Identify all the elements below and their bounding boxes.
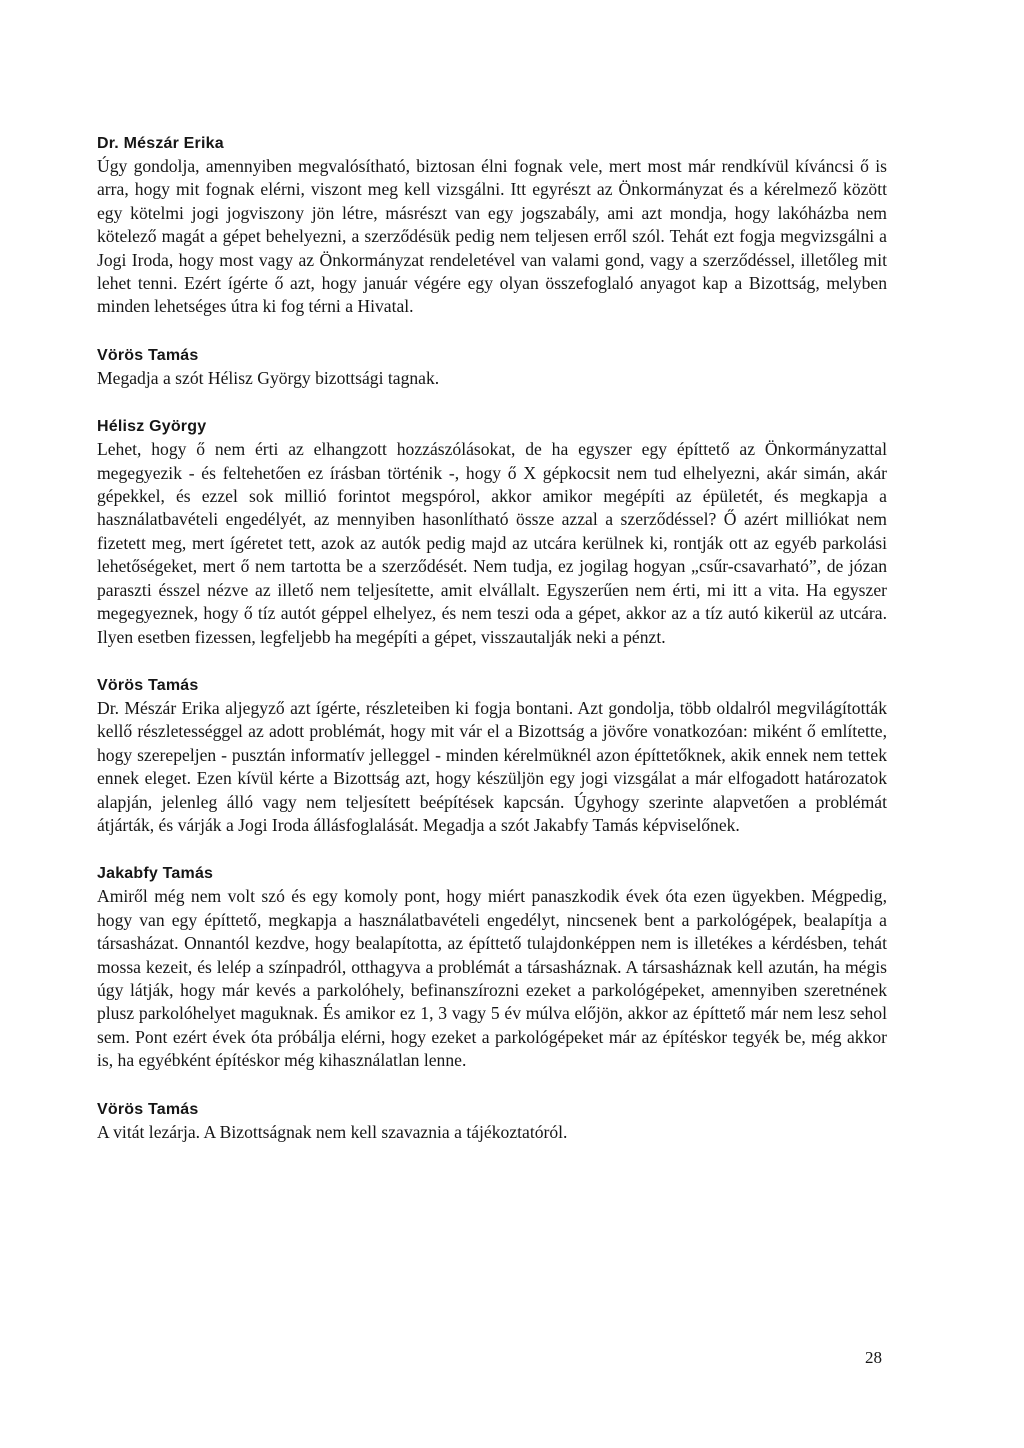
speech-text: Úgy gondolja, amennyiben megvalósítható, biztosan élni fognak vele, mert most már rendkívül kíváncsi ő is arra, hogy mit fognak elérni, viszont meg kell vizsgálni. Itt egyrészt az Önkormányzat és a kérelmező között egy kötelmi jogi jogviszony jön létre, másrészt van egy jogszabály, ami azt mondja, hogy lakóházba nem kötelező magát a gépet behelyezni, a szerződésük pedig nem teljesen erről szól. Tehát ezt fogja megvizsgálni a Jogi Iroda, hogy most vagy az Önkormányzat rendeletével van valami gond, vagy a szerződéssel, illetőleg mit lehet tenni. Ezért ígérte ő azt, hogy január végére egy olyan összefoglaló anyagot kap a Bizottság, melyben minden lehetséges útra ki fog térni a Hivatal. xyxy=(97,156,887,317)
speech-section xyxy=(97,675,887,837)
speech-section xyxy=(97,863,887,1072)
speech-text: A vitát lezárja. A Bizottságnak nem kell szavaznia a tájékoztatóról. xyxy=(97,1121,568,1142)
speaker-name: Hélisz György xyxy=(97,418,207,436)
speaker-name: Vörös Tamás xyxy=(97,1100,199,1118)
speech-section xyxy=(97,133,887,319)
speech-text: Megadja a szót Hélisz György bizottsági tagnak. xyxy=(97,367,440,388)
speech-text: Lehet, hogy ő nem érti az elhangzott hozzászólásokat, de ha egyszer egy építtető az Önkormányzattal megegyezik - és feltehetően ez írásban történik -, hogy ő X gépkocsit nem tud elhelyezni, akár simán, akár gépekkel, és ezzel sok millió forintot megspórol, akkor amikor megépíti az épületét, és megkapja a használatbavételi engedélyét, az mennyiben hasonlítható össze azzal a szerződéssel? Ő azért milliókat nem fizetett meg, mert ígéretet tett, azok az autók pedig majd az utcára kerülnek ki, rontják ott az egyéb parkolási lehetőségeket, mert ő nem tartotta be a szerződését. Nem tudja, ez jogilag hogyan „csűr-csavarható”, de józan paraszti ésszel nézve az illető nem teljesítette, amit elvállalt. Egyszerűen nem érti, mi itt a vita. Ha egyszer megegyeznek, hogy ő tíz autót géppel elhelyez, és nem teszi oda a gépet, akkor az a tíz autó kikerül az utcára. Ilyen esetben fizessen, legfeljebb ha megépíti a gépet, visszautalják neki a pénzt. xyxy=(97,439,887,647)
speech-text: Amiről még nem volt szó és egy komoly pont, hogy miért panaszkodik évek óta ezen ügyekben. Mégpedig, hogy van egy építtető, megkapja a használatbavételi engedélyt, nincsenek bent a parkológépek, bealapítja a társasházat. Onnantól kezdve, hogy bealapította, az építtető tulajdonképpen nem is illetékes a kérdésben, tehát mossa kezeit, és lelép a színpadról, otthagyva a problémát a társasháznak. A társasháznak kell azután, ha mégis úgy látják, hogy már kevés a parkolóhely, befinanszírozni ezeket a parkológépeket, amennyiben szeretnének plusz parkolóhelyet maguknak. És amikor ez 1, 3 vagy 5 év múlva előjön, akkor az építtető már nem lesz sehol sem. Pont ezért évek óta próbálja elérni, hogy ezeket a parkológépeket már az építéskor tegyék be, még akkor is, ha egyébként építéskor még kihasználatlan lenne. xyxy=(97,886,887,1071)
document-page xyxy=(97,133,887,1170)
page-number: 28 xyxy=(865,1348,882,1367)
speech-section xyxy=(97,1099,887,1144)
speech-section xyxy=(97,416,887,649)
speech-text: Dr. Mészár Erika aljegyző azt ígérte, részleteiben ki fogja bontani. Azt gondolja, több oldalról megvilágították kellő részletességgel az adott problémát, hogy mit vár el a Bizottság a jövőre vonatkozóan: miként ő említette, hogy szerepeljen - pusztán informatív jelleggel - minden kérelmüknél azon építtetőknek, akik ennek nem tettek ennek eleget. Ezen kívül kérte a Bizottság azt, hogy készüljön egy jogi vizsgálat a már elfogadott határozatok alapján, jelenleg álló vagy nem teljesített beépítések kapcsán. Úgyhogy szerinte alapvetően a problémát átjárták, és várják a Jogi Iroda állásfoglalását. Megadja a szót Jakabfy Tamás képviselőnek. xyxy=(97,697,887,835)
speaker-name: Jakabfy Tamás xyxy=(97,865,214,883)
speaker-name: Vörös Tamás xyxy=(97,676,199,694)
speech-section xyxy=(97,345,887,390)
speaker-name: Vörös Tamás xyxy=(97,346,199,364)
speaker-name: Dr. Mészár Erika xyxy=(97,135,224,152)
